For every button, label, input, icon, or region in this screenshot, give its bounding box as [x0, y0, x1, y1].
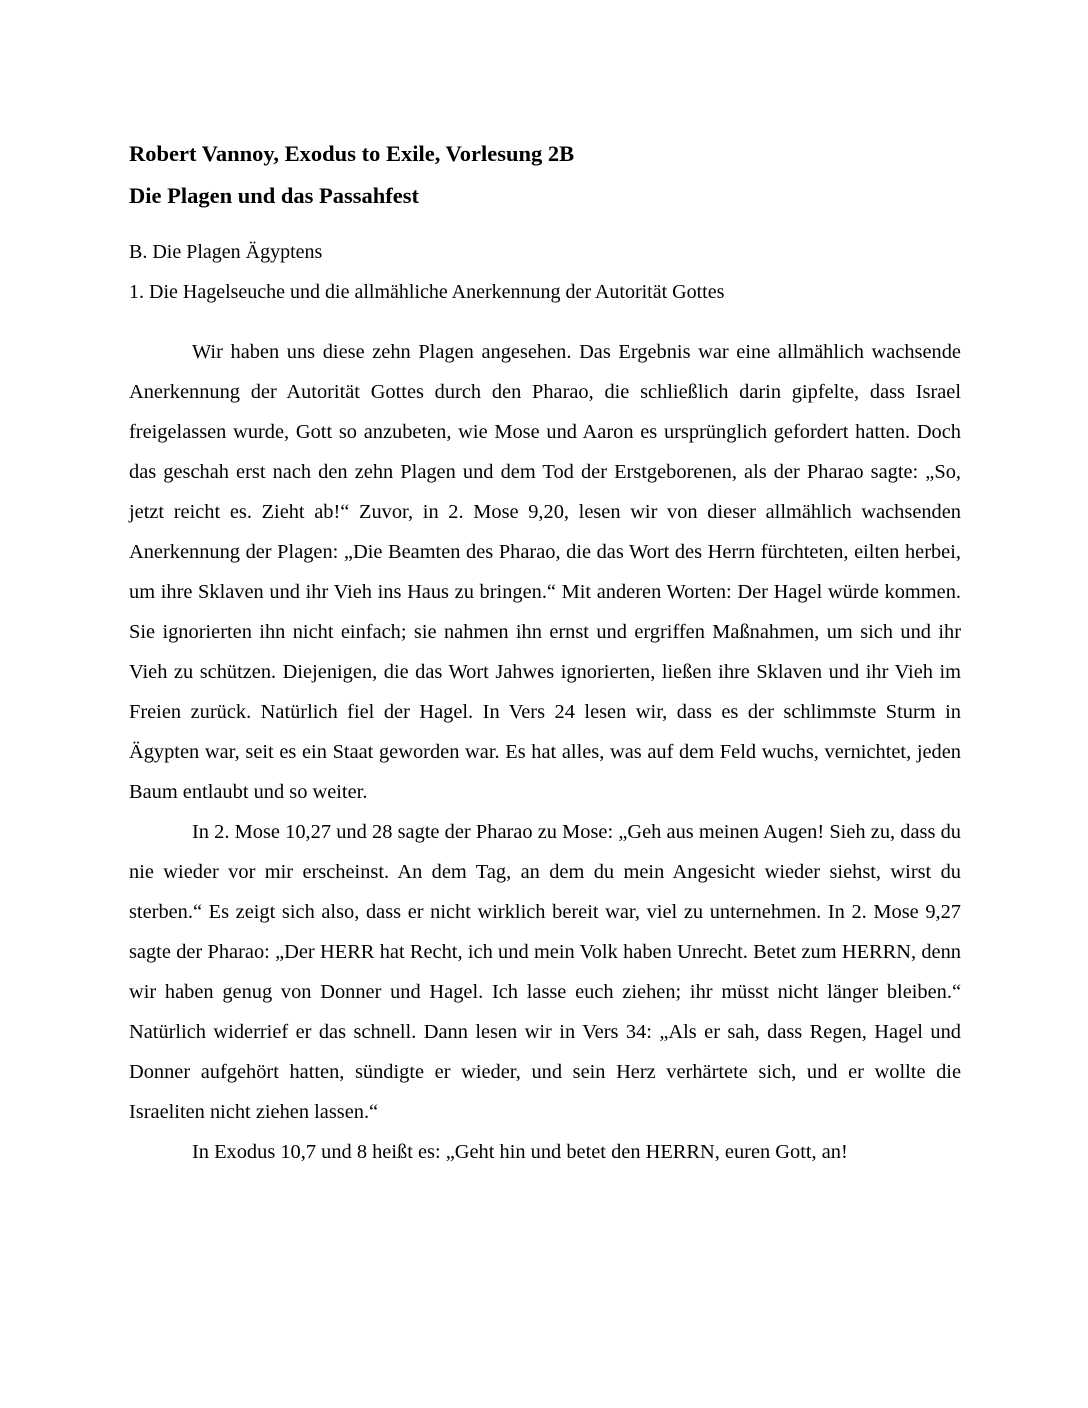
paragraph: In Exodus 10,7 und 8 heißt es: „Geht hin und betet den HERRN, euren Gott, an! [192, 1141, 848, 1163]
lecture-title: Robert Vannoy, Exodus to Exile, Vorlesung 2B [129, 141, 575, 166]
lecture-subtitle: Die Plagen und das Passahfest [129, 183, 420, 208]
section-heading: B. Die Plagen Ägyptens [129, 241, 323, 263]
document-body [129, 140, 961, 1172]
subsection-heading: 1. Die Hagelseuche und die allmähliche Anerkennung der Autorität Gottes [129, 281, 725, 303]
paragraph: Wir haben uns diese zehn Plagen angesehen. Das Ergebnis war eine allmählich wachsende Anerkennung der Autorität Gottes durch den Pharao, die schließlich darin gipfelte, dass Israel freigelassen wurde, Gott so anzubeten, wie Mose und Aaron es ursprünglich gefordert hatten. Doch das geschah erst nach den zehn Plagen und dem Tod der Erstgeborenen, als der Pharao sagte: „So, jetzt reicht es. Zieht ab!“ Zuvor, in 2. Mose 9,20, lesen wir von dieser allmählich wachsenden Anerkennung der Plagen: „Die Beamten des Pharao, die das Wort des Herrn fürchteten, eilten herbei, um ihre Sklaven und ihr Vieh ins Haus zu bringen.“ Mit anderen Worten: Der Hagel würde kommen. Sie ignorierten ihn nicht einfach; sie nahmen ihn ernst und ergriffen Maßnahmen, um sich und ihr Vieh zu schützen. Diejenigen, die das Wort Jahwes ignorierten, ließen ihre Sklaven und ihr Vieh im Freien zurück. Natürlich fiel der Hagel. In Vers 24 lesen wir, dass es der schlimmste Sturm in Ägypten war, seit es ein Staat geworden war. Es hat alles, was auf dem Feld wuchs, vernichtet, jeden Baum entlaubt und so weiter. [129, 341, 961, 803]
paragraph: In 2. Mose 10,27 und 28 sagte der Pharao zu Mose: „Geh aus meinen Augen! Sieh zu, dass du nie wieder vor mir erscheinst. An dem Tag, an dem du mein Angesicht wieder siehst, wirst du sterben.“ Es zeigt sich also, dass er nicht wirklich bereit war, viel zu unternehmen. In 2. Mose 9,27 sagte der Pharao: „Der HERR hat Recht, ich und mein Volk haben Unrecht. Betet zum HERRN, denn wir haben genug von Donner und Hagel. Ich lasse euch ziehen; ihr müsst nicht länger bleiben.“ Natürlich widerrief er das schnell. Dann lesen wir in Vers 34: „Als er sah, dass Regen, Hagel und Donner aufgehört hatten, sündigte er wieder, und sein Herz verhärtete sich, und er wollte die Israeliten nicht ziehen lassen.“ [129, 821, 961, 1123]
